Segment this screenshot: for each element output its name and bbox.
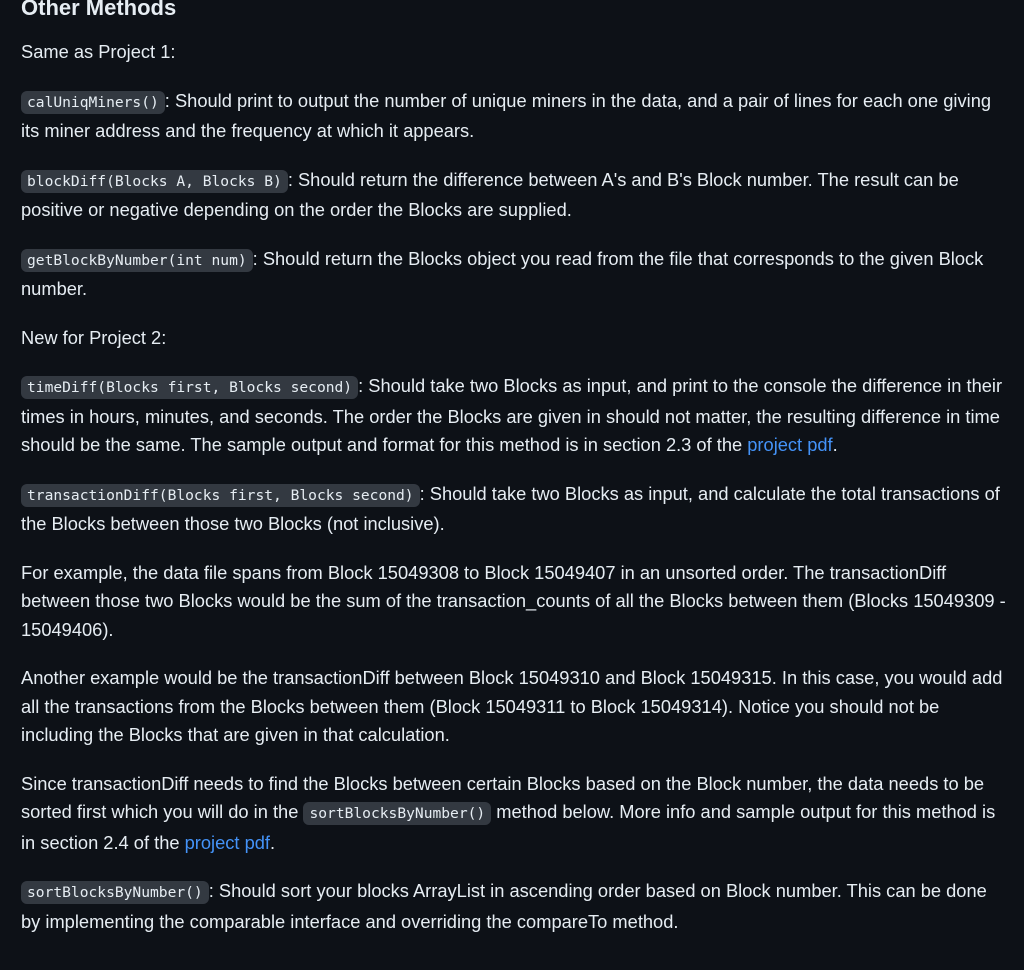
blockdiff-description — [21, 166, 1011, 225]
getblockbynumber-description — [21, 245, 1011, 304]
sortblocks-text: : Should sort your blocks ArrayList in ascending order based on Block number. This can be done by implementing the comparable interface and overriding the compareTo method. — [21, 880, 987, 932]
example-paragraph-1: For example, the data file spans from Block 15049308 to Block 15049407 in an unsorted order. The transactionDiff between those two Blocks would be the sum of the transaction_counts of all the Blocks between them (Blocks 15049309 - 15049406). — [21, 561, 1006, 640]
getblockbynumber-code: getBlockByNumber(int num) — [21, 249, 253, 272]
section-heading: Other Methods — [21, 0, 177, 20]
since-end: . — [270, 831, 276, 853]
example-paragraph-2: Another example would be the transactionDiff between Block 15049310 and Block 15049315. In this case, you would add all the transactions from the Blocks between them (Block 15049311 to Block 15049314). Notice you should not be including the Blocks that are given in that calculation. — [21, 667, 1003, 745]
timediff-text: : Should take two Blocks as input, and print to the console the difference in their times in hours, minutes, and seconds. The order the Blocks are given in should not matter, the resulting difference in time should be the same. The sample output and format for this method is in section 2.3 of the — [21, 375, 1003, 455]
transactiondiff-code: transactionDiff(Blocks first, Blocks second) — [21, 484, 420, 507]
sortblocks-description — [21, 877, 1011, 936]
same-as-label: Same as Project 1: — [21, 41, 176, 62]
timediff-end: . — [832, 434, 838, 455]
since-text-before: Since transactionDiff needs to find the Blocks between certain Blocks based on the Block number, the data needs to be sorted first which you will do in the — [21, 772, 985, 822]
transactiondiff-description — [21, 480, 1011, 539]
sortblocks-code: sortBlocksByNumber() — [21, 881, 209, 904]
timediff-description — [21, 372, 1011, 460]
project-pdf-link[interactable]: project pdf — [747, 434, 833, 455]
blockdiff-code: blockDiff(Blocks A, Blocks B) — [21, 170, 288, 193]
markdown-body — [21, 0, 1011, 956]
since-paragraph — [21, 770, 1011, 858]
timediff-code: timeDiff(Blocks first, Blocks second) — [21, 376, 358, 399]
transactiondiff-text: : Should take two Blocks as input, and calculate the total transactions of the Blocks between those two Blocks (not inclusive). — [21, 482, 1000, 534]
caluniqminers-text: : Should print to output the number of unique miners in the data, and a pair of lines for each one giving its miner address and the frequency at which it appears. — [21, 89, 992, 141]
blockdiff-text: : Should return the difference between A's and B's Block number. The result can be positive or negative depending on the order the Blocks are supplied. — [21, 168, 959, 220]
since-text-after: method below. More info and sample output for this method is in section 2.4 of the — [21, 801, 996, 853]
new-for-label: New for Project 2: — [21, 326, 167, 348]
caluniqminers-code: calUniqMiners() — [21, 91, 165, 114]
sortblocks-inline-code: sortBlocksByNumber() — [303, 802, 491, 825]
project-pdf-link-2[interactable]: project pdf — [184, 831, 270, 853]
getblockbynumber-text: : Should return the Blocks object you read from the file that corresponds to the given Block number. — [21, 247, 984, 299]
caluniqminers-description — [21, 87, 1011, 146]
